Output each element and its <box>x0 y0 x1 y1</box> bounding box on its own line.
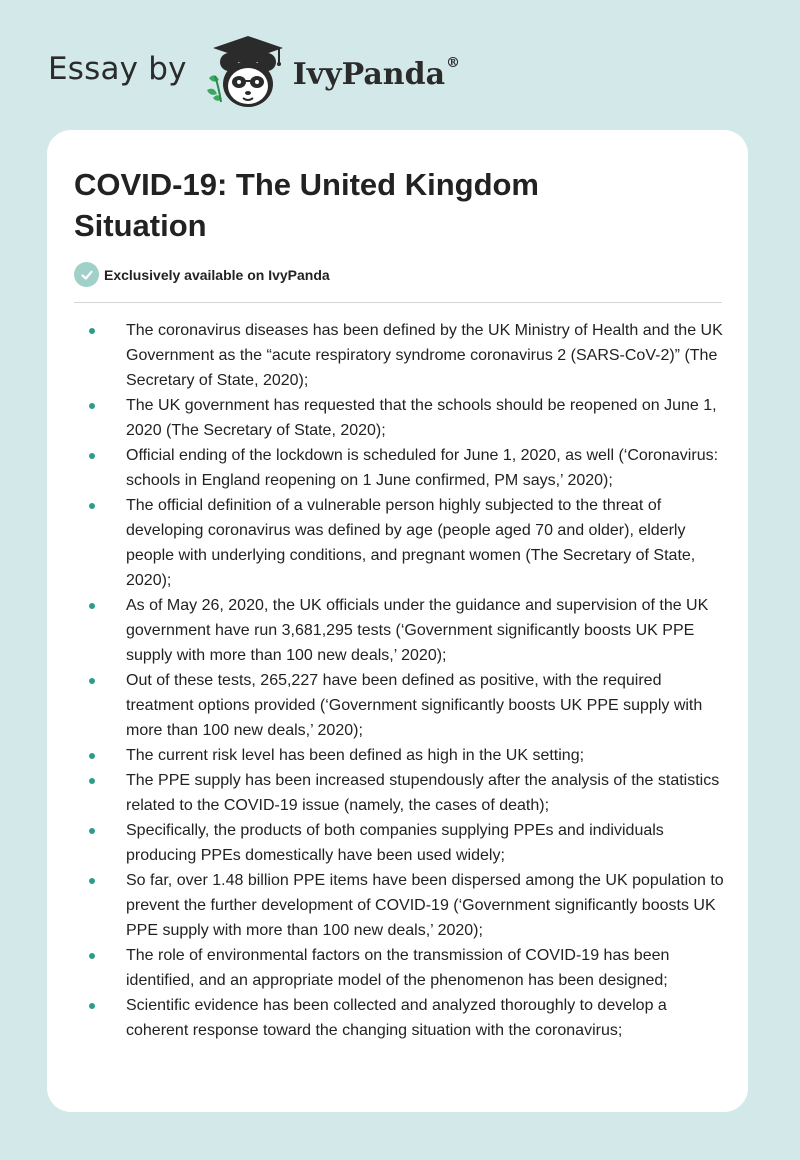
list-item-text: Specifically, the products of both companies supplying PPEs and individuals producing PPEs domestically have been used widely; <box>126 822 664 864</box>
list-item-text: The official definition of a vulnerable person highly subjected to the threat of developing coronavirus was defined by age (people aged 70 and older), elderly people with underlying conditions, and pregnant women (The Secretary of State, 2020); <box>126 497 696 589</box>
bullet-dot-icon <box>89 878 95 884</box>
brand-text: IvyPanda <box>292 56 446 92</box>
list-item <box>74 668 724 743</box>
bullet-dot-icon <box>89 328 95 334</box>
registered-mark: ® <box>446 54 461 71</box>
bullet-dot-icon <box>89 403 95 409</box>
divider <box>74 302 722 303</box>
list-item <box>74 768 724 818</box>
panda-logo-icon[interactable] <box>201 32 289 112</box>
list-item-text: The UK government has requested that the schools should be reopened on June 1, 2020 (The Secretary of State, 2020); <box>126 397 717 439</box>
bullet-dot-icon <box>89 953 95 959</box>
list-item <box>74 493 724 593</box>
list-item-text: Scientific evidence has been collected and analyzed thoroughly to develop a coherent response toward the changing situation with the coronavirus; <box>126 997 667 1039</box>
list-item <box>74 743 724 768</box>
list-item-text: The role of environmental factors on the transmission of COVID-19 has been identified, and an appropriate model of the phenomenon has been designed; <box>126 947 670 989</box>
list-item <box>74 868 724 943</box>
list-item-text: As of May 26, 2020, the UK officials under the guidance and supervision of the UK government have run 3,681,295 tests (‘Government significantly boosts UK PPE supply with more than 100 new deals,’ 2020); <box>126 597 709 664</box>
list-item <box>74 443 724 493</box>
list-item-text: Out of these tests, 265,227 have been defined as positive, with the required treatment options provided (‘Government significantly boosts UK PPE supply with more than 100 new deals,’ 2020); <box>126 672 703 739</box>
list-item <box>74 943 724 993</box>
list-item <box>74 393 724 443</box>
bullet-dot-icon <box>89 453 95 459</box>
bullet-dot-icon <box>89 503 95 509</box>
list-item-text: The coronavirus diseases has been defined by the UK Ministry of Health and the UK Government as the “acute respiratory syndrome coronavirus 2 (SARS-CoV-2)” (The Secretary of State, 2020); <box>126 322 723 389</box>
essay-by-label: Essay by <box>48 51 187 87</box>
bullet-dot-icon <box>89 753 95 759</box>
essay-card <box>47 130 748 1112</box>
list-item-text: The PPE supply has been increased stupendously after the analysis of the statistics related to the COVID-19 issue (namely, the cases of death); <box>126 772 720 814</box>
brand-name[interactable] <box>292 54 461 92</box>
page-title: COVID-19: The United Kingdom Situation <box>74 167 539 243</box>
bullet-dot-icon <box>89 1003 95 1009</box>
bullet-dot-icon <box>89 778 95 784</box>
bullet-list <box>74 318 724 1043</box>
list-item <box>74 593 724 668</box>
list-item <box>74 318 724 393</box>
exclusive-badge <box>74 262 330 287</box>
site-header <box>48 30 460 114</box>
check-icon <box>74 262 99 287</box>
bullet-dot-icon <box>89 828 95 834</box>
bullet-dot-icon <box>89 678 95 684</box>
list-item-text: The current risk level has been defined as high in the UK setting; <box>126 747 585 764</box>
bullet-dot-icon <box>89 603 95 609</box>
badge-label: Exclusively available on IvyPanda <box>104 266 330 283</box>
list-item <box>74 993 724 1043</box>
list-item-text: So far, over 1.48 billion PPE items have been dispersed among the UK population to prevent the further development of COVID-19 (‘Government significantly boosts UK PPE supply with more than 100 new deals,’ 2020); <box>126 872 724 939</box>
list-item <box>74 818 724 868</box>
list-item-text: Official ending of the lockdown is scheduled for June 1, 2020, as well (‘Coronavirus: schools in England reopening on 1 June confirmed, PM says,’ 2020); <box>126 447 719 489</box>
